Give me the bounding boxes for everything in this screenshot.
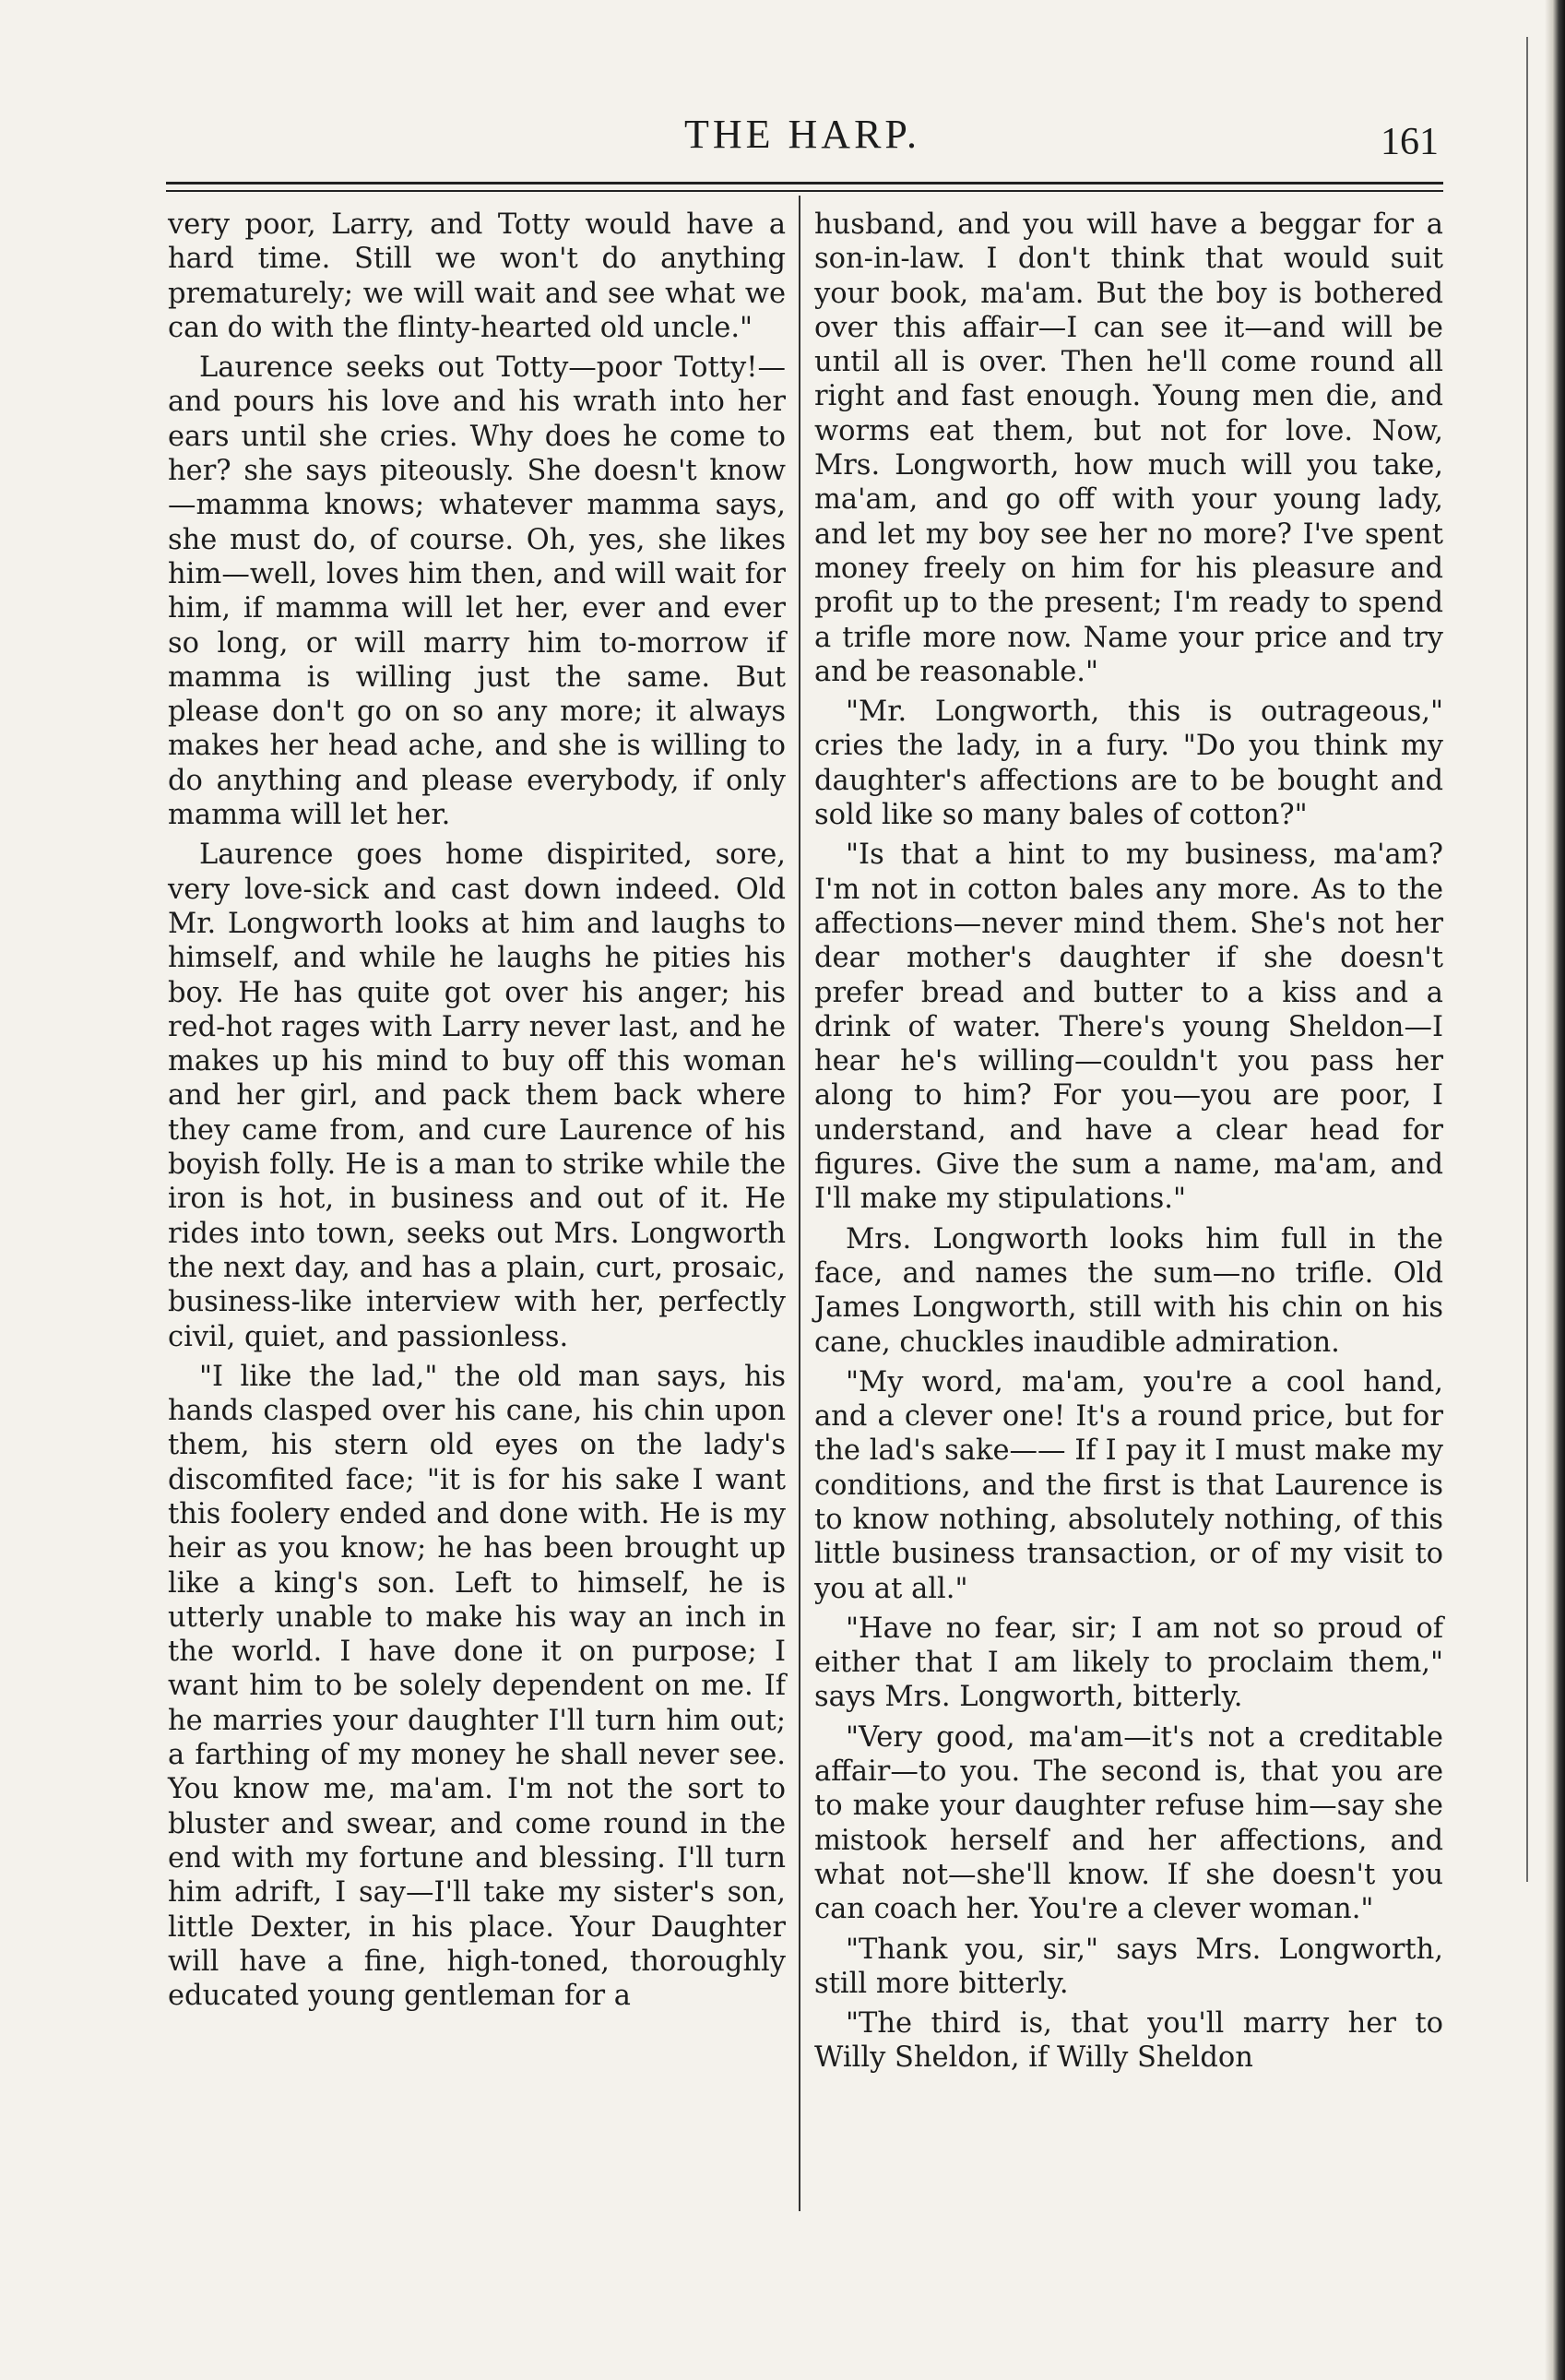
paragraph: "I like the lad," the old man says, his hands clasped over his cane, his chin upon them, his stern old eyes on the lady's discomfited face; "it is for his sake I want this foolery ended and done with. He is my heir as you know; he has been brought up like a king's son. Left to himself, he is utterly unable to make his way an inch in the world. I have done it on purpose; I want him to be solely dependent on me. If he marries your daughter I'll turn him out; a farthing of my money he shall never see. You know me, ma'am. I'm not the sort to bluster and swear, and come round in the end with my fortune and blessing. I'll turn him adrift, I say—I'll take my sister's son, little Dexter, in his place. Your Daughter will have a fine, high-toned, thoroughly educated young gentleman for a: [168, 1360, 786, 2013]
paragraph: Laurence seeks out Totty—poor Totty!—and pours his love and his wrath into her ears until she cries. Why does he come to her? she says piteously. She doesn't know—mamma knows; whatever mamma says, she must do, of course. Oh, yes, she likes him—well, loves him then, and will wait for him, if mamma will let her, ever and ever so long, or will marry him to-morrow if mamma is willing just the same. But please don't go on so any more; it always makes her head ache, and she is willing to do anything and please everybody, if only mamma will let her.: [168, 351, 786, 832]
column-divider: [799, 196, 800, 2211]
paragraph: Mrs. Longworth looks him full in the face, and names the sum—no trifle. Old James Longworth, still with his chin on his cane, chuckles inaudible admiration.: [814, 1222, 1443, 1359]
scan-edge-line: [1526, 37, 1528, 1882]
page-binding-edge: [1545, 0, 1565, 2380]
page-number: 161: [1381, 121, 1439, 163]
page-title: THE HARP.: [683, 112, 921, 157]
paragraph: "Have no fear, sir; I am not so proud of either that I am likely to proclaim them," says Mrs. Longworth, bitterly.: [814, 1612, 1443, 1714]
header-rule-thick: [166, 182, 1443, 184]
paragraph: Laurence goes home dispirited, sore, very love-sick and cast down indeed. Old Mr. Longworth looks at him and laughs to himself, and while he laughs he pities his boy. He has quite got over his anger; his red-hot rages with Larry never last, and he makes up his mind to buy off this woman and her girl, and pack them back where they came from, and cure Laurence of his boyish folly. He is a man to strike while the iron is hot, in business and out of it. He rides into town, seeks out Mrs. Longworth the next day, and has a plain, curt, prosaic, business-like interview with her, perfectly civil, quiet, and passionless.: [168, 839, 786, 1353]
header-rule-thin: [166, 190, 1443, 192]
paragraph: husband, and you will have a beggar for a son-in-law. I don't think that would suit your book, ma'am. But the boy is bothered over this affair—I can see it—and will be until all is over. Then he'll come round all right and fast enough. Young men die, and worms eat them, but not for love. Now, Mrs. Longworth, how much will you take, ma'am, and go off with your young lady, and let my boy see her no more? I've spent money freely on him for his pleasure and profit up to the present; I'm ready to spend a trifle more now. Name your price and try and be reasonable.": [814, 208, 1443, 688]
paragraph: "The third is, that you'll marry her to Willy Sheldon, if Willy Sheldon: [814, 2007, 1443, 2075]
paragraph: "Very good, ma'am—it's not a creditable affair—to you. The second is, that you are to make your daughter refuse him—say she mistook herself and her affections, and what not—she'll know. If she doesn't you can coach her. You're a clever woman.": [814, 1720, 1443, 1926]
right-column: [814, 208, 1443, 2251]
running-head: [166, 111, 1439, 175]
paragraph: "Is that a hint to my business, ma'am? I'm not in cotton bales any more. As to the affections—never mind them. She's not her dear mother's daughter if she doesn't prefer bread and butter to a kiss and a drink of water. There's young Sheldon—I hear he's willing—couldn't you pass her along to him? For you—you are poor, I understand, and have a clear head for figures. Give the sum a name, ma'am, and I'll make my stipulations.": [814, 839, 1443, 1216]
left-column: [168, 208, 786, 2251]
paragraph: "Mr. Longworth, this is outrageous," cries the lady, in a fury. "Do you think my daughter's affections are to be bought and sold like so many bales of cotton?": [814, 696, 1443, 832]
paragraph: very poor, Larry, and Totty would have a hard time. Still we won't do anything prematurely; we will wait and see what we can do with the flinty-hearted old uncle.": [168, 208, 786, 344]
paragraph: "Thank you, sir," says Mrs. Longworth, still more bitterly.: [814, 1933, 1443, 2000]
paragraph: "My word, ma'am, you're a cool hand, and a clever one! It's a round price, but for the lad's sake—— If I pay it I must make my conditions, and the first is that Laurence is to know nothing, absolutely nothing, of this little business transaction, or of my visit to you at all.": [814, 1365, 1443, 1605]
